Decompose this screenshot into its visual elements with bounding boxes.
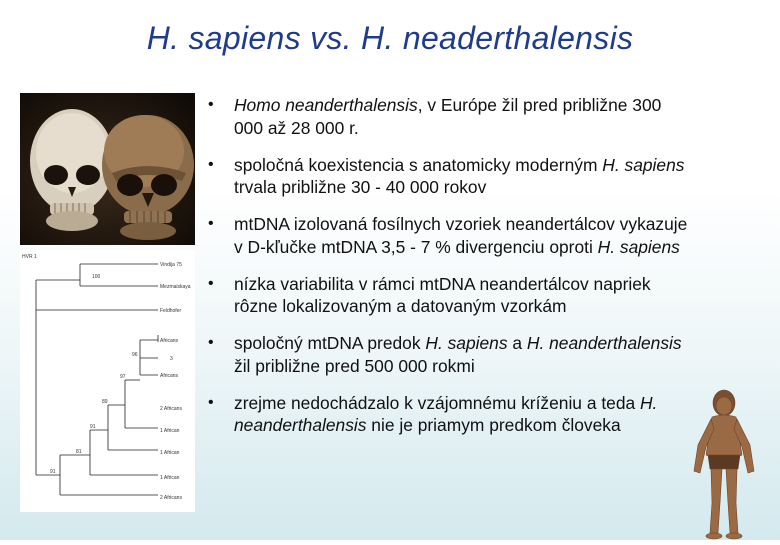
tree-leaf: 2 Africans	[160, 406, 182, 412]
tree-support: 91	[90, 424, 96, 430]
tree-leaf: Mezmaiskaya	[160, 284, 191, 290]
bullet-item: • Homo neanderthalensis, v Európe žil pred približne 300 000 až 28 000 r.	[207, 94, 692, 139]
tree-leaf: 2 Africans	[160, 495, 182, 501]
tree-support: 81	[76, 449, 82, 455]
tree-label: HVR 1	[22, 254, 37, 260]
bullet-item: • mtDNA izolovaná fosílnych vzoriek neandertálcov vykazuje v D-kľučke mtDNA 3,5 - 7 % divergenciu oproti H. sapiens	[207, 213, 692, 258]
tree-leaf: 1 African	[160, 475, 180, 481]
tree-support: 100	[92, 274, 101, 280]
tree-support: 91	[50, 469, 56, 475]
tree-support: 96	[132, 352, 138, 358]
bullet-item: • zrejme nedochádzalo k vzájomnému kríženiu a teda H. neanderthalensis nie je priamym predkom človeka	[207, 392, 692, 437]
bullet-item: • nízka variabilita v rámci mtDNA neandertálcov napriek rôzne lokalizovaným a datovaným vzorkám	[207, 273, 692, 318]
tree-leaf: 3	[170, 356, 173, 362]
tree-leaf: Feldhofer	[160, 308, 182, 314]
skulls-photo	[20, 93, 195, 245]
tree-support: 89	[102, 399, 108, 405]
slide-title: H. sapiens vs. H. neaderthalensis	[146, 20, 634, 56]
tree-leaf: 1 African	[160, 428, 180, 434]
tree-leaf: Africans	[160, 338, 179, 344]
phylogenetic-tree	[20, 250, 195, 512]
bullet-item: • spoločná koexistencia s anatomicky moderným H. sapiens trvala približne 30 - 40 000 rokov	[207, 154, 692, 199]
tree-support: 97	[120, 374, 126, 380]
tree-leaf: Africans	[160, 373, 179, 379]
neanderthal-figure	[678, 385, 770, 540]
bullet-item: • spoločný mtDNA predok H. sapiens a H. neanderthalensis žil približne pred 500 000 rokmi	[207, 332, 692, 377]
bullet-list	[207, 94, 692, 451]
tree-leaf: 1 African	[160, 450, 180, 456]
tree-leaf: Vindija 75	[160, 262, 182, 268]
